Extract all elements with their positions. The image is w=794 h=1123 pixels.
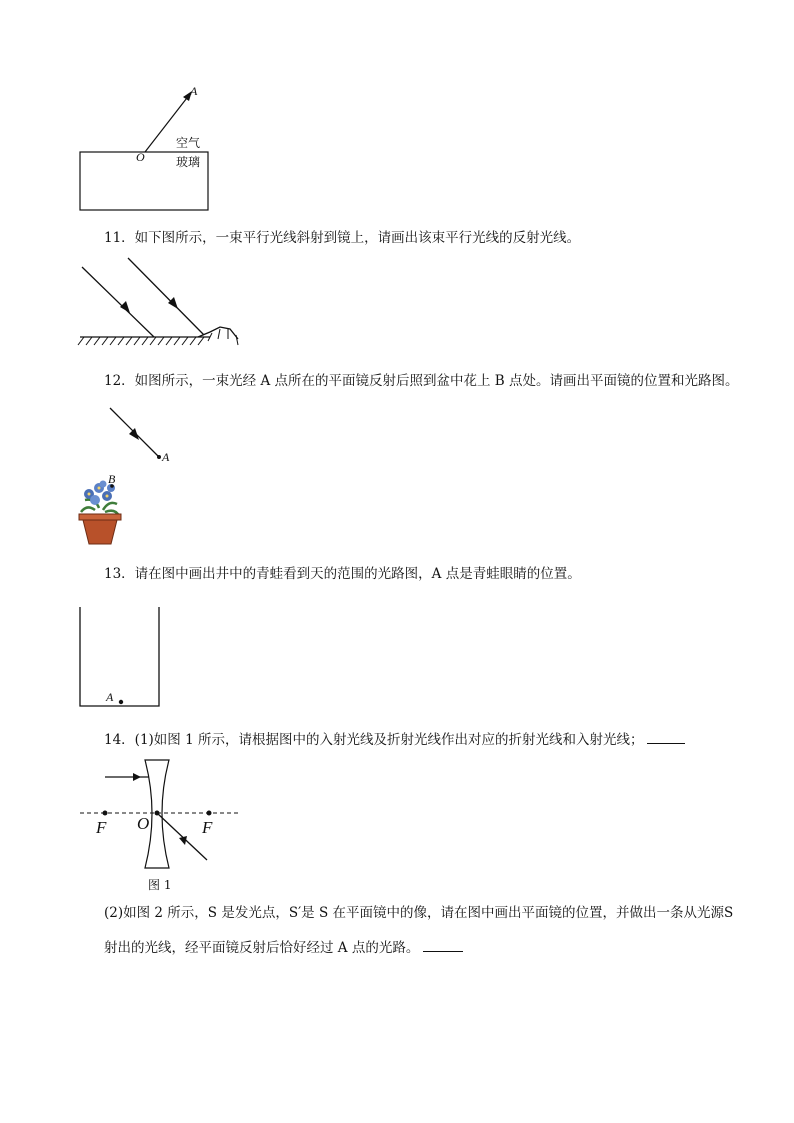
question-14-part2-line1: (2)如图 2 所示，S 是发光点，S′是 S 在平面镜中的像，请在图中画出平面镜的位置，并做出一条从光源S	[104, 905, 734, 921]
figure-mirror-parallel-rays	[70, 255, 250, 355]
refracted-ray	[157, 813, 207, 860]
question-12-text: 12．如图所示，一束光经 A 点所在的平面镜反射后照到盆中花上 B 点处。请画出平面镜的位置和光路图。	[104, 373, 739, 389]
optical-center-dot	[155, 811, 160, 816]
question-13-text: 13．请在图中画出井中的青蛙看到天的范围的光路图，A 点是青蛙眼睛的位置。	[104, 566, 581, 582]
glass-label: 玻璃	[176, 155, 201, 169]
incident-ray-arrow	[129, 428, 139, 440]
focus-right-dot	[207, 811, 212, 816]
point-a-dot	[157, 455, 161, 459]
flower-illustration	[79, 481, 121, 545]
incident-ray-2-arrow	[168, 297, 178, 309]
point-a-label: A	[190, 84, 198, 98]
incident-ray-1	[82, 267, 154, 337]
question-14-part1-label: 14．(1)如图 1 所示，请根据图中的入射光线及折射光线作出对应的折射光线和入射光线；	[104, 732, 644, 748]
figure-concave-lens	[75, 758, 245, 873]
point-a-label: A	[106, 690, 114, 704]
question-14-part2-line2	[104, 938, 463, 958]
figure-flower-mirror	[75, 400, 185, 550]
focus-right-label: F	[202, 818, 213, 837]
figure-1-caption: 图 1	[148, 878, 172, 892]
point-a-label: A	[162, 450, 170, 464]
figure-well	[75, 605, 165, 710]
focus-left-label: F	[96, 818, 107, 837]
question-14-part1-text	[104, 730, 685, 750]
question-14-part2-line2-label: 射出的光线，经平面镜反射后恰好经过 A 点的光路。	[104, 940, 420, 956]
focus-left-dot	[103, 811, 108, 816]
question-11-text: 11．如下图所示，一束平行光线斜射到镜上，请画出该束平行光线的反射光线。	[104, 230, 581, 246]
optical-center-label: O	[137, 814, 150, 833]
incident-ray-arrow	[133, 773, 141, 781]
answer-blank-1[interactable]	[647, 730, 685, 744]
incident-ray-1-arrow	[120, 301, 130, 313]
refracted-ray-arrow	[179, 836, 187, 845]
point-o-label: O	[136, 150, 145, 164]
point-b-label: B	[108, 472, 116, 486]
frog-eye-dot	[119, 700, 123, 704]
answer-blank-2[interactable]	[423, 938, 463, 952]
air-label: 空气	[176, 136, 201, 150]
well-walls	[80, 607, 159, 706]
